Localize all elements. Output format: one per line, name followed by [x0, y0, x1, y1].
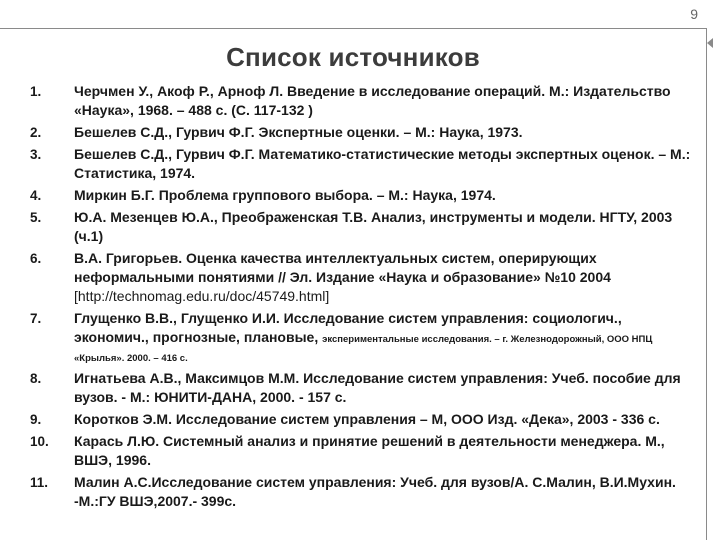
reference-text-wrapper: [74, 249, 700, 306]
page-title: Список источников: [226, 42, 480, 72]
reference-item: [28, 186, 700, 205]
reference-number: 1.: [30, 84, 42, 99]
reference-list: [28, 82, 700, 514]
corner-marker-icon: [707, 38, 713, 48]
reference-text: В.А. Григорьев. Оценка качества интеллектуальных систем, оперирующих неформальными понятиями // Эл. Издание «Наука и образование» №10 2004: [74, 250, 611, 285]
reference-item: [28, 208, 700, 246]
reference-text-small: экспериментальные исследования. – г. Железнодорожный, ООО НПЦ «Крылья». 2000. – 416 с.: [74, 334, 653, 364]
reference-item: [28, 145, 700, 183]
reference-item: [28, 473, 700, 511]
reference-text: Бешелев С.Д., Гурвич Ф.Г. Математико-статистические методы экспертных оценок. – М.: Статистика, 1974.: [74, 146, 691, 181]
reference-item: [28, 123, 700, 142]
reference-text: Миркин Б.Г. Проблема группового выбора. – М.: Наука, 1974.: [74, 187, 496, 203]
reference-number: 11.: [30, 475, 49, 490]
reference-item: [28, 249, 700, 306]
reference-item: [28, 309, 700, 366]
reference-number: 8.: [30, 371, 42, 386]
reference-text: Карась Л.Ю. Системный анализ и принятие решений в деятельности менеджера. М., ВШЭ, 1996.: [74, 433, 665, 468]
reference-text: Бешелев С.Д., Гурвич Ф.Г. Экспертные оценки. – М.: Наука, 1973.: [74, 124, 523, 140]
reference-text: Глущенко В.В., Глущенко И.И. Исследование систем управления: социологич., экономич., прогнозные, плановые,: [74, 310, 622, 345]
reference-number: 6.: [30, 251, 42, 266]
page-number: 9: [690, 6, 698, 22]
reference-number: 9.: [30, 412, 42, 427]
reference-number: 7.: [30, 311, 42, 326]
reference-number: 3.: [30, 147, 42, 162]
reference-item: [28, 410, 700, 429]
reference-text: Малин А.С.Исследование систем управления: Учеб. для вузов/А. С.Малин, В.И.Мухин. -М.:ГУ ВШЭ,2007.- 399с.: [74, 474, 676, 509]
reference-number: 2.: [30, 125, 42, 140]
top-rule: [0, 28, 706, 29]
side-rule: [706, 28, 707, 540]
reference-item: [28, 432, 700, 470]
reference-item: [28, 369, 700, 407]
reference-text: Ю.А. Мезенцев Ю.А., Преображенская Т.В. Анализ, инструменты и модели. НГТУ, 2003 (ч.1): [74, 209, 673, 244]
reference-item: [28, 82, 700, 120]
reference-text: Черчмен У., Акоф Р., Арноф Л. Введение в исследование операций. М.: Издательство «Наука», 1968. – 488 с. (С. 117-132 ): [74, 83, 671, 118]
reference-url: [http://technomag.edu.ru/doc/45749.html]: [74, 288, 330, 304]
reference-number: 10.: [30, 434, 49, 449]
reference-number: 5.: [30, 210, 42, 225]
reference-text-wrapper: [74, 309, 700, 366]
reference-text: Игнатьева А.В., Максимцов М.М. Исследование систем управления: Учеб. пособие для вузов. - М.: ЮНИТИ-ДАНА, 2000. - 157 с.: [74, 370, 681, 405]
reference-number: 4.: [30, 188, 42, 203]
reference-text: Коротков Э.М. Исследование систем управления – М, ООО Изд. «Дека», 2003 - 336 с.: [74, 411, 660, 427]
